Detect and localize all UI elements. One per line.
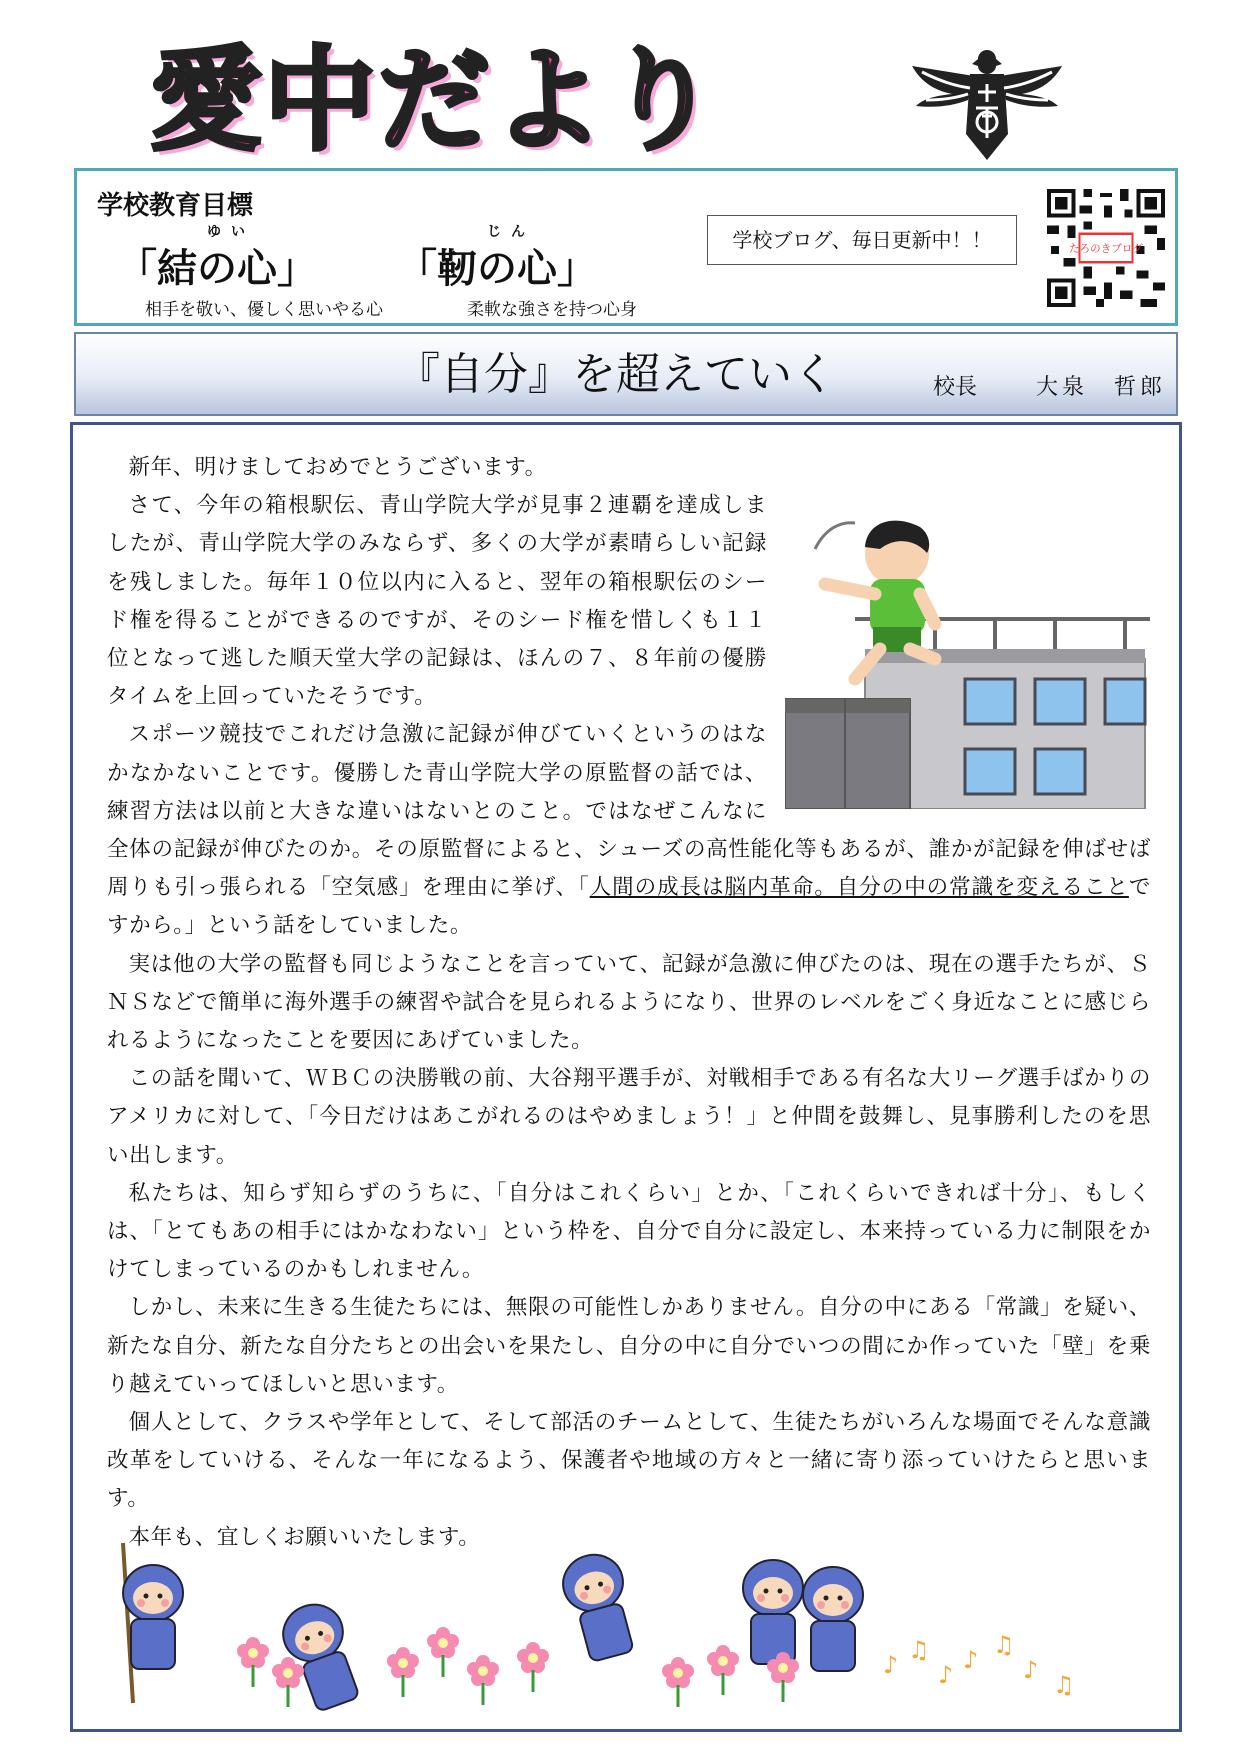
svg-text:♫: ♫ [908,1636,930,1664]
goal-caption: 柔軟な強さを持つ心身 [467,300,637,320]
article-frame [70,422,1182,1732]
goal-phrase: 「結の心」 [117,246,317,292]
goal-ruby: じん [487,224,535,240]
paragraph-text: スポーツ競技でこれだけ急激に記録が伸びていくというのはなかなかないことです。優勝した青山学院大学の原監督の話では、練習方法は以前と大きな違いはないとのこと。ではなぜこんなに全体の記録が伸びたのか。その原監督によると、シューズの高性能化等もあるが、誰かが記録を伸ばせば周りも引っ張られる「空気感」を理由に挙げ、「 [107,722,1151,901]
svg-text:♪: ♪ [938,1661,954,1689]
article-paragraph: この話を聞いて、ＷＢＣの決勝戦の前、大谷翔平選手が、対戦相手である有名な大リーグ選手ばかりのアメリカに対して、「今日だけはあこがれるのはやめましょう！」と仲間を鼓舞し、見事勝利したのを思い出します。 [107,1066,1151,1168]
svg-text:♫: ♫ [1053,1671,1075,1699]
article-paragraph: 実は他の大学の監督も同じようなことを言っていて、記録が急激に伸びたのは、現在の選手たちが、ＳＮＳなどで簡単に海外選手の練習や試合を見られるようになり、世界のレベルをごく身近なことに感じられるようになったことを要因にあげていました。 [107,951,1151,1054]
article-title: 『自分』を超えていく [396,349,836,400]
goal-phrase: 「靭の心」 [397,246,597,292]
svg-text:♪: ♪ [963,1646,979,1674]
goal-jin [397,221,667,321]
qr-caption: たろのきブログ [1069,243,1143,256]
qr-code-icon[interactable] [1047,189,1165,307]
blog-notice: 学校ブログ、毎日更新中！！ [707,215,1017,265]
paragraph-text: ですから。」という話をしていました。 [107,875,1151,939]
goal-caption: 相手を敬い、優しく思いやる心 [145,300,383,320]
goal-ruby: ゆい [207,224,255,240]
article-paragraph: さて、今年の箱根駅伝、青山学院大学が見事２連覇を達成しましたが、青山学院大学のみならず、多くの大学が素晴らしい記録を残しました。毎年１０位以内に入ると、翌年の箱根駅伝のシード権を得ることができるのですが、そのシード権を惜しくも１１位となって逃した順天堂大学の記録は、ほんの７、８年前の優勝タイムを上回っていたそうです。 [107,493,767,710]
svg-text:♪: ♪ [883,1651,899,1679]
svg-text:♫: ♫ [993,1631,1015,1659]
article-body [107,449,1151,1557]
goals-heading: 学校教育目標 [97,191,254,221]
goal-yui [117,221,387,321]
masthead-title: 愛中だより [150,36,720,166]
article-paragraph: しかし、未来に生きる生徒たちには、無限の可能性しかありません。自分の中にある「常識」を疑い、新たな自分、新たな自分たちとの出会いを果たし、自分の中に自分でいつの間にか作っていた「壁」を乗り越えていってほしいと思います。 [107,1295,1151,1397]
article-paragraph: 私たちは、知らず知らずのうちに、「自分はこれくらい」とか、「これくらいできれば十分」、もしくは、「とてもあの相手にはかなわない」という枠を、自分で自分に設定し、本来持っている力に制限をかけてしまっているのかもしれません。 [107,1180,1151,1283]
article-paragraph: 本年も、宜しくお願いいたします。 [128,1524,481,1550]
author-name: 大泉 哲郎 [1036,375,1167,400]
article-paragraph: 個人として、クラスや学年として、そして部活のチームとして、生徒たちがいろんな場面でそんな意識改革をしていける、そんな一年になるよう、保護者や地域の方々と一緒に寄り添っていけたらと思います。 [107,1410,1151,1512]
article-title-bar [74,332,1178,416]
goals-box [74,168,1178,326]
hurdle-boy-illustration [785,509,1155,809]
school-emblem-icon [912,42,1062,162]
ninja-footer-illustration [93,1533,1163,1723]
underlined-quote: 人間の成長は脳内革命。自分の中の常識を変えること [589,875,1129,901]
svg-text:♪: ♪ [1023,1656,1039,1684]
author-role: 校長 [933,375,978,400]
article-paragraph: 新年、明けましておめでとうございます。 [128,455,547,480]
